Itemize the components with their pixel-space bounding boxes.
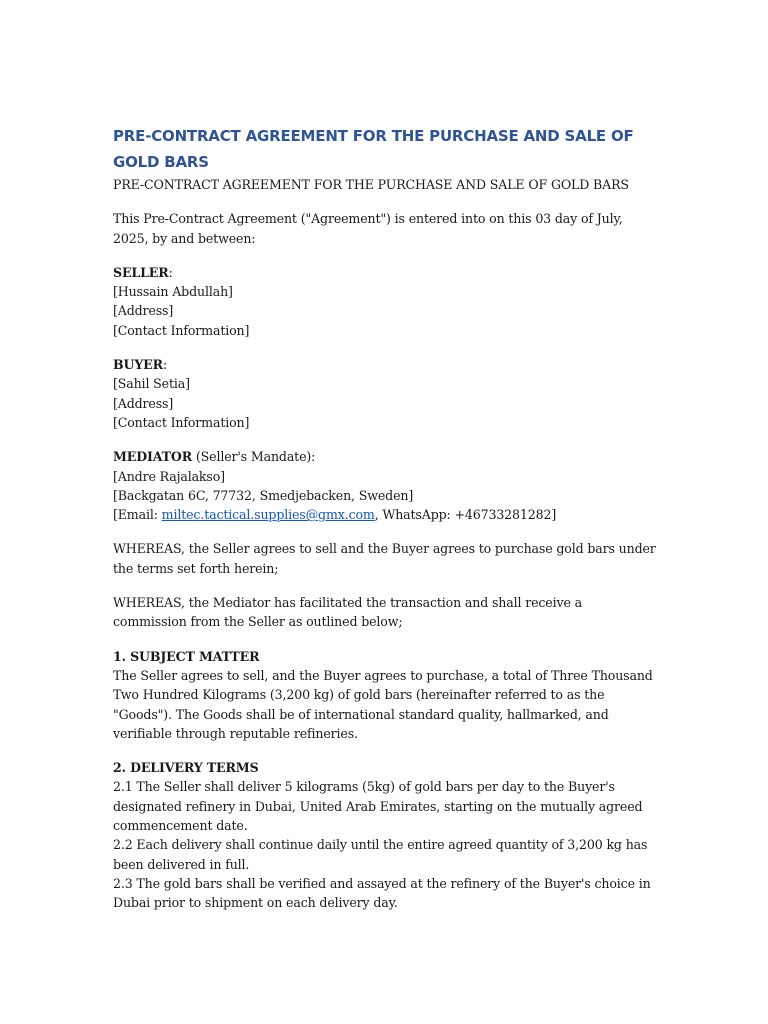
- buyer-contact: [Contact Information]: [113, 414, 250, 430]
- whereas-paragraph-2: WHEREAS, the Mediator has facilitated the transaction and shall receive a commission from the Seller as outlined below;: [113, 595, 582, 630]
- document-subtitle: PRE-CONTRACT AGREEMENT FOR THE PURCHASE AND SALE OF GOLD BARS: [113, 177, 629, 192]
- seller-colon: :: [168, 264, 173, 280]
- mediator-block: [113, 447, 658, 524]
- seller-label: SELLER: [113, 264, 169, 280]
- mediator-label-line: [113, 447, 658, 466]
- section-delivery-terms: [113, 758, 658, 912]
- section-1-body: The Seller agrees to sell, and the Buyer agrees to purchase, a total of Three Thousand Two Hundred Kilograms (3,200 kg) of gold bars (hereinafter referred to as the "Goods"). The Goods shall be of international standard quality, hallmarked, and verifiable through reputable refineries.: [113, 667, 653, 741]
- mediator-note: (Seller's Mandate):: [192, 449, 316, 465]
- buyer-label: BUYER: [113, 357, 163, 373]
- seller-block: [113, 263, 658, 340]
- buyer-address: [Address]: [113, 395, 174, 411]
- clause-2-3: 2.3 The gold bars shall be verified and assayed at the refinery of the Buyer's choice in Dubai prior to shipment on each delivery day.: [113, 875, 651, 911]
- mediator-email-link[interactable]: miltec.tactical.supplies@gmx.com: [161, 507, 375, 523]
- buyer-block: [113, 355, 658, 432]
- mediator-address: [Backgatan 6C, 77732, Smedjebacken, Sweden]: [113, 487, 414, 503]
- section-1-heading: 1. SUBJECT MATTER: [113, 648, 260, 664]
- section-2-heading: 2. DELIVERY TERMS: [113, 760, 259, 776]
- mediator-email-prefix: [Email:: [113, 507, 162, 523]
- seller-contact: [Contact Information]: [113, 322, 250, 338]
- document-page: [113, 123, 658, 913]
- mediator-contact-line: [113, 505, 658, 524]
- buyer-label-line: [113, 355, 658, 374]
- clause-2-2: 2.2 Each delivery shall continue daily until the entire agreed quantity of 3,200 kg has been delivered in full.: [113, 837, 648, 872]
- mediator-email-suffix: , WhatsApp: +46733281282]: [374, 507, 557, 523]
- intro-paragraph: This Pre-Contract Agreement ("Agreement") is entered into on this 03 day of July, 2025, by and between:: [113, 211, 623, 246]
- mediator-label: MEDIATOR: [113, 449, 193, 465]
- clause-2-1: 2.1 The Seller shall deliver 5 kilograms (5kg) of gold bars per day to the Buyer's designated refinery in Dubai, United Arab Emirates, starting on the mutually agreed commencement date.: [113, 779, 643, 834]
- seller-label-line: [113, 263, 658, 282]
- mediator-name: [Andre Rajalakso]: [113, 468, 225, 484]
- section-subject-matter: [113, 647, 658, 743]
- buyer-colon: :: [162, 357, 168, 373]
- seller-name: [Hussain Abdullah]: [113, 284, 233, 300]
- buyer-name: [Sahil Setia]: [113, 376, 190, 392]
- document-title: PRE-CONTRACT AGREEMENT FOR THE PURCHASE AND SALE OF GOLD BARS: [113, 127, 634, 171]
- seller-address: [Address]: [113, 303, 174, 319]
- whereas-paragraph-1: WHEREAS, the Seller agrees to sell and the Buyer agrees to purchase gold bars under the terms set forth herein;: [113, 541, 656, 576]
